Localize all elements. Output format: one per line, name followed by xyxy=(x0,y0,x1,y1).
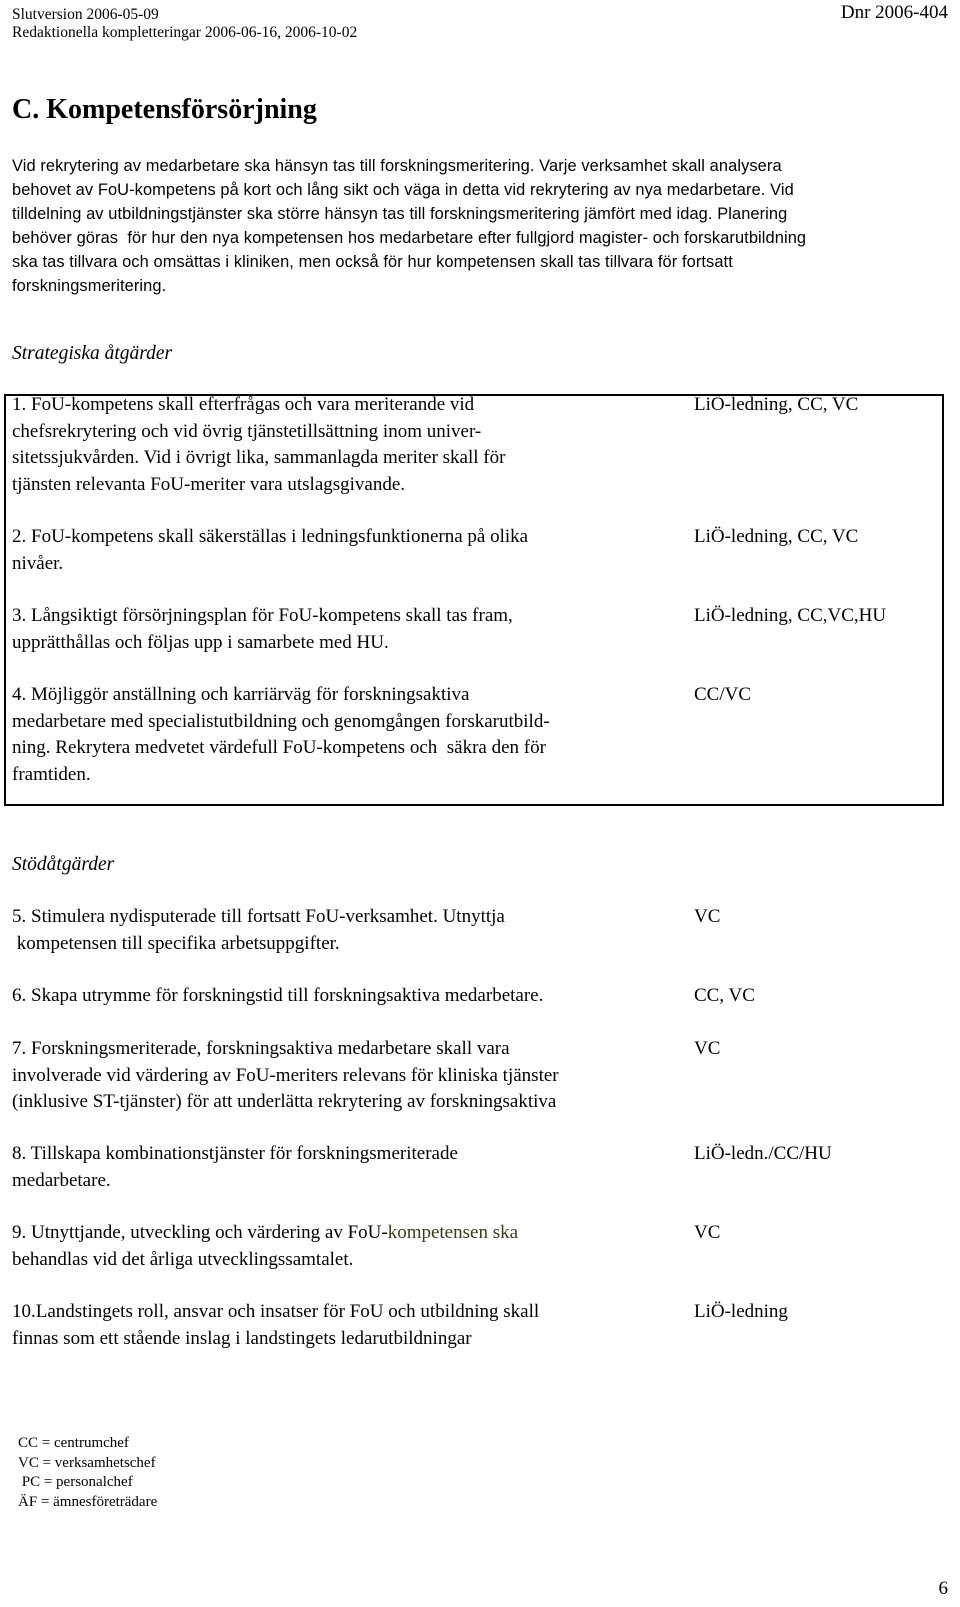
page-number: 6 xyxy=(938,1578,948,1599)
item-line: framtiden. xyxy=(12,763,91,785)
legend-entry: ÄF = ämnesföreträdare xyxy=(18,1493,158,1510)
item-text xyxy=(12,904,668,957)
support-heading: Stödåtgärder xyxy=(12,854,115,875)
item-line-part: 9. Utnyttjande, utveckling och värdering av FoU- xyxy=(12,1222,388,1243)
item-line: behandlas vid det årliga utvecklingssamtalet. xyxy=(12,1248,354,1270)
item-line: nivåer. xyxy=(12,552,64,574)
item-line: 4. Möjliggör anställning och karriärväg för forskningsaktiva xyxy=(12,684,470,705)
intro-line: Vid rekrytering av medarbetare ska hänsyn tas till forskningsmeritering. Varje verksamhet skall analysera xyxy=(12,157,782,175)
item-line: kompetensen till specifika arbetsuppgifter. xyxy=(12,932,340,954)
item-text xyxy=(12,682,668,788)
abbreviation-legend xyxy=(18,1434,157,1512)
item-text xyxy=(12,983,668,1010)
item-line: involverade vid värdering av FoU-meriters relevans för kliniska tjänster xyxy=(12,1064,559,1086)
item-responsible: CC/VC xyxy=(694,684,752,705)
item-text xyxy=(12,392,668,498)
item-line: tjänsten relevanta FoU-meriter vara utslagsgivande. xyxy=(12,473,406,495)
item-line-highlight: kompetensen ska xyxy=(387,1222,519,1243)
item-line: finnas som ett stående inslag i landstingets ledarutbildningar xyxy=(12,1327,472,1349)
item-text xyxy=(12,1299,668,1352)
item-line: medarbetare. xyxy=(12,1169,111,1191)
intro-line: ska tas tillvara och omsättas i kliniken, men också för hur kompetensen skall tas tillvara för fortsatt xyxy=(12,253,733,271)
intro-paragraph xyxy=(12,154,942,298)
item-text xyxy=(12,1036,692,1116)
item-text xyxy=(12,1220,668,1273)
legend-entry: VC = verksamhetschef xyxy=(18,1454,156,1471)
item-responsible: LiÖ-ledn./CC/HU xyxy=(694,1143,832,1164)
document-header-left xyxy=(12,6,357,42)
item-line: 8. Tillskapa kombinationstjänster för forskningsmeriterade xyxy=(12,1143,458,1164)
item-responsible: LiÖ-ledning xyxy=(694,1301,788,1322)
intro-line: behöver göras för hur den nya kompetensen hos medarbetare efter fullgjord magister- och forskarutbildning xyxy=(12,229,807,247)
item-line: chefsrekrytering och vid övrig tjänstetillsättning inom univer- xyxy=(12,420,482,442)
item-line: 1. FoU-kompetens skall efterfrågas och vara meriterande vid xyxy=(12,394,475,415)
item-line: 5. Stimulera nydisputerade till fortsatt FoU-verksamhet. Utnyttja xyxy=(12,906,505,927)
item-line: sitetssjukvården. Vid i övrigt lika, sammanlagda meriter skall för xyxy=(12,447,506,468)
item-line: medarbetare med specialistutbildning och genomgången forskarutbild- xyxy=(12,710,550,732)
item-text xyxy=(12,1141,668,1194)
item-responsible: VC xyxy=(694,1222,721,1243)
item-responsible: CC, VC xyxy=(694,985,755,1006)
document-number: Dnr 2006-404 xyxy=(840,2,948,23)
item-line xyxy=(12,1220,668,1247)
strategic-heading: Strategiska åtgärder xyxy=(12,343,173,364)
item-responsible: LiÖ-ledning, CC, VC xyxy=(694,394,859,415)
item-responsible: VC xyxy=(694,906,721,927)
item-responsible: LiÖ-ledning, CC,VC,HU xyxy=(694,605,887,626)
item-line: upprätthållas och följas upp i samarbete med HU. xyxy=(12,631,389,653)
item-line: (inklusive ST-tjänster) för att underlätta rekrytering av forskningsaktiva xyxy=(12,1091,557,1112)
item-responsible: LiÖ-ledning, CC, VC xyxy=(694,526,859,547)
intro-line: forskningsmeritering. xyxy=(12,277,167,295)
revision-line: Redaktionella kompletteringar 2006-06-16, 2006-10-02 xyxy=(12,24,358,41)
item-line: ning. Rekrytera medvetet värdefull FoU-kompetens och säkra den för xyxy=(12,737,546,758)
item-text xyxy=(12,524,668,577)
intro-line: tilldelning av utbildningstjänster ska större hänsyn tas till forskningsmeritering jämfört med idag. Planering xyxy=(12,205,788,223)
item-line: 10.Landstingets roll, ansvar och insatser för FoU och utbildning skall xyxy=(12,1301,540,1322)
legend-entry: CC = centrumchef xyxy=(18,1435,129,1451)
item-line: 6. Skapa utrymme för forskningstid till forskningsaktiva medarbetare. xyxy=(12,985,544,1006)
item-line: 2. FoU-kompetens skall säkerställas i ledningsfunktionerna på olika xyxy=(12,526,529,547)
item-line: 3. Långsiktigt försörjningsplan för FoU-kompetens skall tas fram, xyxy=(12,605,513,626)
intro-line: behovet av FoU-kompetens på kort och lång sikt och väga in detta vid rekrytering av nya medarbetare. Vid xyxy=(12,181,794,199)
version-line: Slutversion 2006-05-09 xyxy=(12,6,159,23)
item-line: 7. Forskningsmeriterade, forskningsaktiva medarbetare skall vara xyxy=(12,1038,510,1059)
legend-entry: PC = personalchef xyxy=(18,1474,133,1490)
item-responsible: VC xyxy=(694,1038,721,1059)
item-text xyxy=(12,603,668,656)
section-title: C. Kompetensförsörjning xyxy=(12,94,317,125)
